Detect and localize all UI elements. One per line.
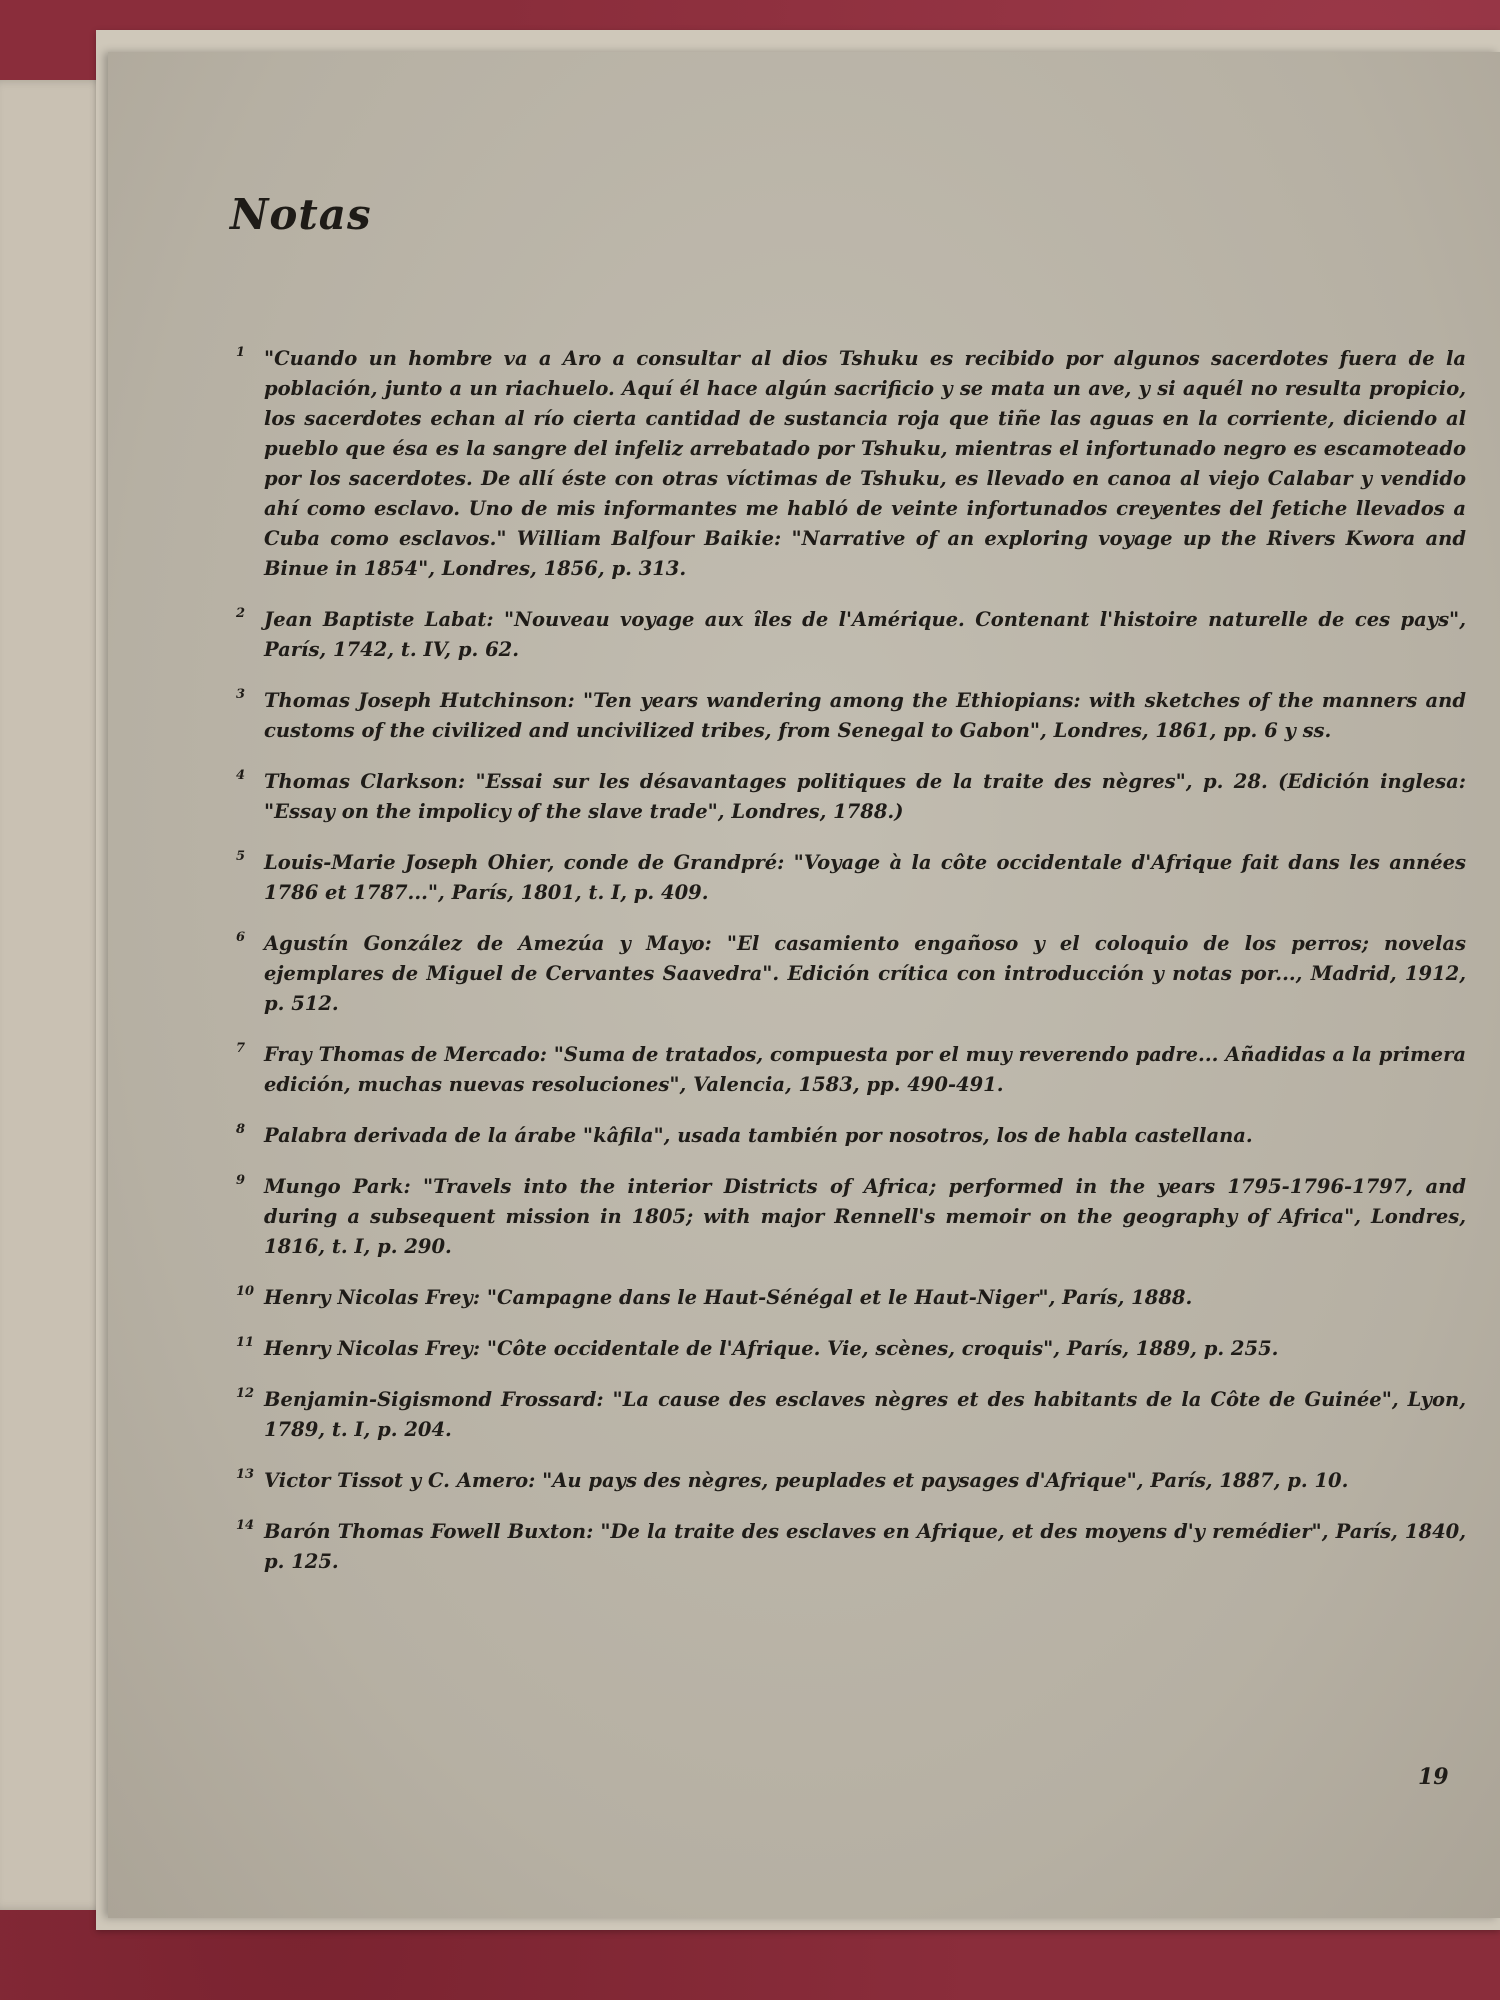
note-number: 8	[236, 1122, 246, 1137]
note-text: Louis-Marie Joseph Ohier, conde de Grandpré: "Voyage à la côte occidentale d'Afrique fait dans les années 1786 et 1787...", París, 1801, t. I, p. 409.	[264, 851, 1466, 904]
note-number: 6	[236, 930, 246, 945]
note-text: Henry Nicolas Frey: "Côte occidentale de l'Afrique. Vie, scènes, croquis", París, 1889, p. 255.	[264, 1337, 1279, 1360]
notes-list	[236, 344, 1466, 1598]
note-text: Jean Baptiste Labat: "Nouveau voyage aux îles de l'Amérique. Contenant l'histoire naturelle de ces pays", París, 1742, t. IV, p. 62.	[264, 608, 1466, 661]
note-number: 14	[236, 1518, 255, 1533]
note-number: 3	[236, 687, 246, 702]
note-text: Thomas Clarkson: "Essai sur les désavantages politiques de la traite des nègres", p. 28. (Edición inglesa: "Essay on the impolicy of the slave trade", Londres, 1788.)	[264, 770, 1466, 823]
note-text: Victor Tissot y C. Amero: "Au pays des nègres, peuplades et paysages d'Afrique", París, 1887, p. 10.	[264, 1469, 1349, 1492]
note-number: 13	[236, 1467, 255, 1482]
page-number: 19	[1418, 1764, 1449, 1790]
note-text: Henry Nicolas Frey: "Campagne dans le Haut-Sénégal et le Haut-Niger", París, 1888.	[264, 1286, 1193, 1309]
note-number: 4	[236, 768, 246, 783]
note-text: Barón Thomas Fowell Buxton: "De la traite des esclaves en Afrique, et des moyens d'y remédier", París, 1840, p. 125.	[264, 1520, 1466, 1573]
note-item	[236, 686, 1466, 746]
note-text: Mungo Park: "Travels into the interior Districts of Africa; performed in the years 1795-1796-1797, and during a subsequent mission in 1805; with major Rennell's memoir on the geography of Africa", Londres, 1816, t. I, p. 290.	[264, 1175, 1466, 1258]
book-page	[108, 52, 1500, 1918]
note-number: 1	[236, 345, 246, 360]
note-number: 2	[236, 606, 246, 621]
note-text: Agustín González de Amezúa y Mayo: "El casamiento engañoso y el coloquio de los perros; novelas ejemplares de Miguel de Cervantes Saavedra". Edición crítica con introducción y notas por..., Madrid, 1912, p. 512.	[264, 932, 1466, 1015]
note-item	[236, 1283, 1466, 1313]
note-item	[236, 1517, 1466, 1577]
previous-page-edge	[0, 80, 110, 1910]
note-number: 9	[236, 1173, 246, 1188]
note-item	[236, 1040, 1466, 1100]
note-item	[236, 767, 1466, 827]
note-item	[236, 1385, 1466, 1445]
note-text: Benjamin-Sigismond Frossard: "La cause des esclaves nègres et des habitants de la Côte de Guinée", Lyon, 1789, t. I, p. 204.	[264, 1388, 1466, 1441]
note-text: "Cuando un hombre va a Aro a consultar al dios Tshuku es recibido por algunos sacerdotes fuera de la población, junto a un riachuelo. Aquí él hace algún sacrificio y se mata un ave, y si aquél no resulta propicio, los sacerdotes echan al río cierta cantidad de sustancia roja que tiñe las aguas en la corriente, diciendo al pueblo que ésa es la sangre del infeliz arrebatado por Tshuku, mientras el infortunado negro es escamoteado por los sacerdotes. De allí éste con otras víctimas de Tshuku, es llevado en canoa al viejo Calabar y vendido ahí como esclavo. Uno de mis informantes me habló de veinte infortunados creyentes del fetiche llevados a Cuba como esclavos." William Balfour Baikie: "Narrative of an exploring voyage up the Rivers Kwora and Binue in 1854", Londres, 1856, p. 313.	[264, 347, 1466, 580]
note-number: 10	[236, 1284, 255, 1299]
note-item	[236, 1121, 1466, 1151]
note-text: Fray Thomas de Mercado: "Suma de tratados, compuesta por el muy reverendo padre... Añadidas a la primera edición, muchas nuevas resoluciones", Valencia, 1583, pp. 490-491.	[264, 1043, 1466, 1096]
note-item	[236, 848, 1466, 908]
note-text: Palabra derivada de la árabe "kâfila", usada también por nosotros, los de habla castellana.	[264, 1124, 1253, 1147]
note-text: Thomas Joseph Hutchinson: "Ten years wandering among the Ethiopians: with sketches of the manners and customs of the civilized and uncivilized tribes, from Senegal to Gabon", Londres, 1861, pp. 6 y ss.	[264, 689, 1466, 742]
note-number: 11	[236, 1335, 255, 1350]
note-number: 12	[236, 1386, 255, 1401]
page-title: Notas	[230, 190, 372, 239]
note-item	[236, 1172, 1466, 1262]
note-item	[236, 344, 1466, 584]
note-item	[236, 1466, 1466, 1496]
note-item	[236, 1334, 1466, 1364]
note-item	[236, 929, 1466, 1019]
note-item	[236, 605, 1466, 665]
note-number: 5	[236, 849, 246, 864]
note-number: 7	[236, 1041, 246, 1056]
